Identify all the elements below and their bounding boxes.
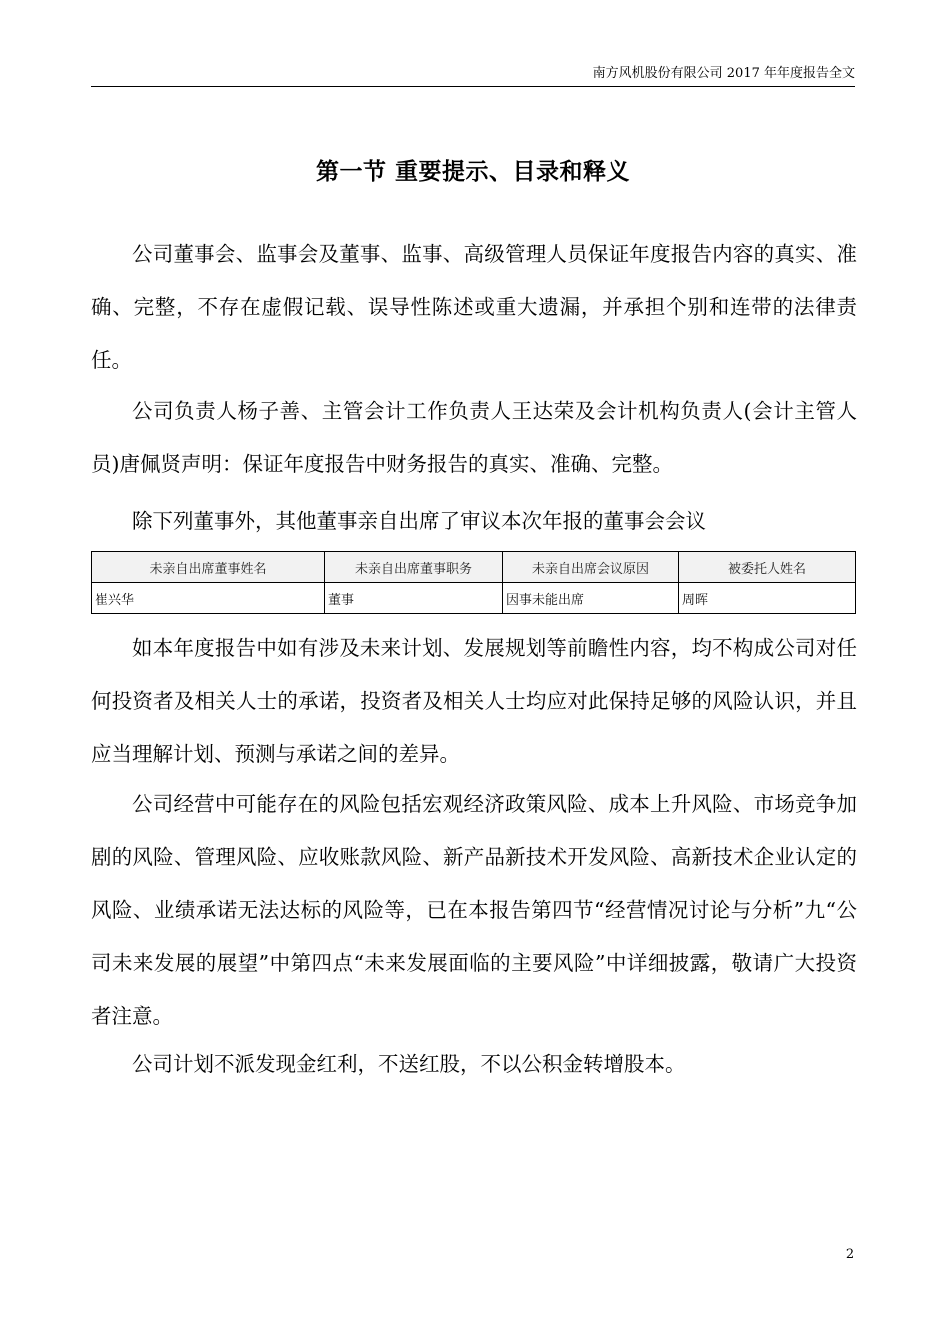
header-director-position: 未亲自出席董事职务 xyxy=(325,552,503,583)
header-director-name: 未亲自出席董事姓名 xyxy=(92,552,325,583)
cell-director-name: 崔兴华 xyxy=(92,583,325,614)
paragraph-forward-looking-disclaimer: 如本年度报告中如有涉及未来计划、发展规划等前瞻性内容，均不构成公司对任何投资者及相关人士的承诺，投资者及相关人士均应对此保持足够的风险认识，并且应当理解计划、预测与承诺之间的差异。 xyxy=(91,636,857,766)
page-number: 2 xyxy=(845,1247,855,1262)
cell-director-position: 董事 xyxy=(325,583,503,614)
paragraph-absent-directors-intro: 除下列董事外，其他董事亲自出席了审议本次年报的董事会会议 xyxy=(132,509,706,533)
cell-proxy-name: 周晖 xyxy=(679,583,856,614)
running-header: 南方风机股份有限公司 2017 年年度报告全文 xyxy=(91,64,855,87)
table-header-row xyxy=(92,552,856,583)
paragraph-risk-factors: 公司经营中可能存在的风险包括宏观经济政策风险、成本上升风险、市场竞争加剧的风险、管理风险、应收账款风险、新产品新技术开发风险、高新技术企业认定的风险、业绩承诺无法达标的风险等，已在本报告第四节“经营情况讨论与分析”九“公司未来发展的展望”中第四点“未来发展面临的主要风险”中详细披露，敬请广大投资者注意。 xyxy=(91,792,857,1028)
cell-absence-reason: 因事未能出席 xyxy=(503,583,679,614)
header-proxy-name: 被委托人姓名 xyxy=(679,552,856,583)
section-title: 第一节 重要提示、目录和释义 xyxy=(315,158,630,185)
absent-directors-table xyxy=(91,551,856,614)
paragraph-dividend-plan: 公司计划不派发现金红利，不送红股，不以公积金转增股本。 xyxy=(132,1052,686,1076)
paragraph-responsible-persons-statement: 公司负责人杨子善、主管会计工作负责人王达荣及会计机构负责人(会计主管人员)唐佩贤声明：保证年度报告中财务报告的真实、准确、完整。 xyxy=(91,399,857,476)
table-row xyxy=(92,583,856,614)
paragraph-board-guarantee: 公司董事会、监事会及董事、监事、高级管理人员保证年度报告内容的真实、准确、完整，不存在虚假记载、误导性陈述或重大遗漏，并承担个别和连带的法律责任。 xyxy=(91,242,857,372)
header-absence-reason: 未亲自出席会议原因 xyxy=(503,552,679,583)
